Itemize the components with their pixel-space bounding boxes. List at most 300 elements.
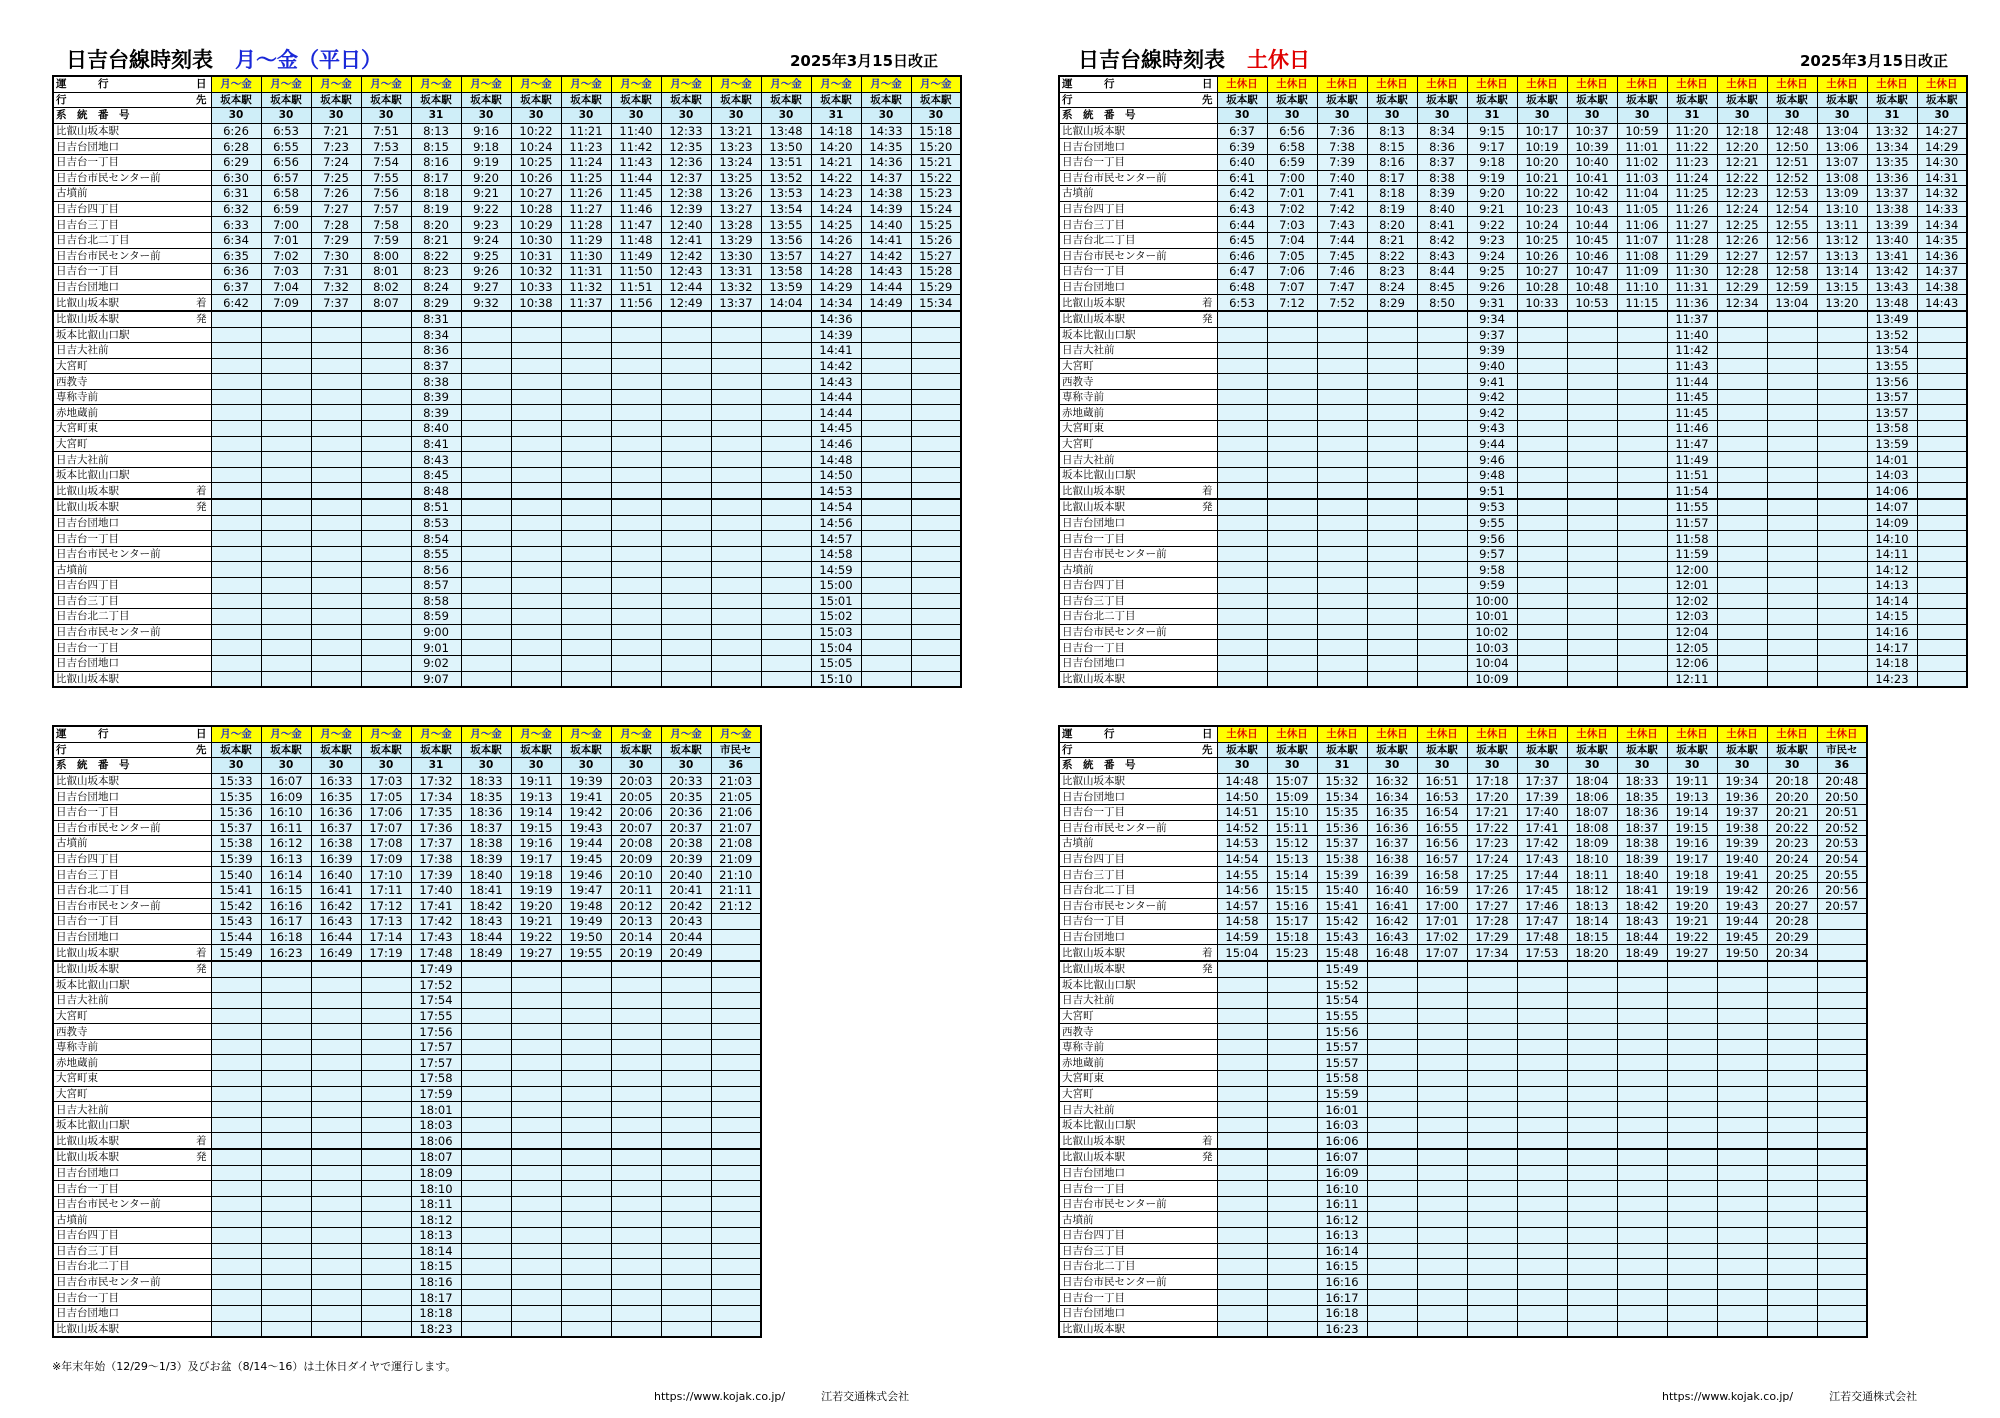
departure-time: 16:06 bbox=[1317, 1133, 1367, 1149]
departure-time: 14:12 bbox=[1867, 562, 1917, 578]
stop-name-text: 赤地蔵前 bbox=[1062, 1056, 1104, 1069]
departure-time: 8:17 bbox=[411, 170, 461, 186]
departure-time bbox=[561, 609, 611, 625]
departure-time bbox=[1317, 655, 1367, 671]
departure-time: 10:17 bbox=[1517, 123, 1567, 139]
departure-time bbox=[611, 452, 661, 468]
departure-time bbox=[1217, 1133, 1267, 1149]
departure-time bbox=[1517, 389, 1567, 405]
departure-time bbox=[211, 655, 261, 671]
departure-time bbox=[1367, 1181, 1417, 1197]
departure-time: 14:32 bbox=[1917, 186, 1967, 202]
departure-time: 10:04 bbox=[1467, 655, 1517, 671]
departure-time: 14:43 bbox=[811, 374, 861, 390]
departure-time: 9:41 bbox=[1467, 374, 1517, 390]
stop-name bbox=[53, 640, 211, 656]
departure-time: 19:16 bbox=[1667, 836, 1717, 852]
departure-time: 17:45 bbox=[1517, 882, 1567, 898]
departure-time: 19:27 bbox=[1667, 945, 1717, 961]
departure-time: 10:25 bbox=[1517, 232, 1567, 248]
departure-time bbox=[361, 1165, 411, 1181]
departure-time bbox=[611, 405, 661, 421]
departure-time bbox=[1717, 1008, 1767, 1024]
departure-time bbox=[611, 640, 661, 656]
departure-time: 13:43 bbox=[1867, 279, 1917, 295]
departure-time bbox=[261, 452, 311, 468]
departure-time bbox=[1267, 1039, 1317, 1055]
departure-time: 15:37 bbox=[1317, 836, 1367, 852]
departure-time bbox=[1317, 374, 1367, 390]
departure-time: 14:40 bbox=[861, 217, 911, 233]
stop-name-text: 日吉大社前 bbox=[56, 1103, 109, 1116]
departure-time bbox=[611, 1228, 661, 1244]
service-day: 月～金 bbox=[811, 76, 861, 92]
departure-time: 19:45 bbox=[561, 851, 611, 867]
departure-time bbox=[1467, 1024, 1517, 1040]
departure-time bbox=[211, 1071, 261, 1087]
departure-time bbox=[1217, 624, 1267, 640]
destination: 市民セ bbox=[711, 742, 761, 758]
departure-time bbox=[211, 405, 261, 421]
service-day: 土休日 bbox=[1917, 76, 1967, 92]
route-number: 30 bbox=[511, 758, 561, 774]
stop-name-text: 比叡山坂本駅 bbox=[56, 125, 119, 138]
stop-name-text: 日吉大社前 bbox=[56, 344, 109, 357]
departure-time bbox=[1317, 483, 1367, 499]
departure-time bbox=[1267, 1024, 1317, 1040]
departure-time bbox=[1917, 593, 1967, 609]
stop-name-text: 日吉台三丁目 bbox=[56, 594, 119, 607]
departure-time: 14:09 bbox=[1867, 515, 1917, 531]
departure-time: 18:18 bbox=[411, 1305, 461, 1321]
departure-time bbox=[1617, 499, 1667, 515]
stop-name bbox=[1059, 1212, 1217, 1228]
departure-time bbox=[1367, 405, 1417, 421]
departure-time bbox=[1517, 1321, 1567, 1337]
departure-time bbox=[1917, 483, 1967, 499]
departure-time: 14:41 bbox=[861, 232, 911, 248]
departure-time bbox=[261, 1228, 311, 1244]
departure-time: 11:54 bbox=[1667, 483, 1717, 499]
stop-name-text: 日吉台四丁目 bbox=[56, 853, 119, 866]
departure-time bbox=[211, 1102, 261, 1118]
departure-time bbox=[461, 562, 511, 578]
departure-time bbox=[1567, 993, 1617, 1009]
departure-time: 9:48 bbox=[1467, 467, 1517, 483]
departure-time bbox=[261, 655, 311, 671]
departure-time: 13:52 bbox=[1867, 327, 1917, 343]
departure-time: 16:12 bbox=[1317, 1212, 1367, 1228]
departure-time: 12:06 bbox=[1667, 655, 1717, 671]
stop-name-text: 日吉台三丁目 bbox=[1062, 1244, 1125, 1257]
departure-time: 9:22 bbox=[1467, 217, 1517, 233]
departure-time bbox=[1667, 1149, 1717, 1165]
route-number: 30 bbox=[611, 758, 661, 774]
stop-name bbox=[1059, 898, 1217, 914]
stop-name bbox=[1059, 671, 1217, 687]
departure-time: 10:47 bbox=[1567, 264, 1617, 280]
stop-row bbox=[53, 467, 961, 483]
departure-time: 8:22 bbox=[1367, 248, 1417, 264]
departure-time bbox=[1567, 1181, 1617, 1197]
route-number: 30 bbox=[311, 108, 361, 124]
departure-time: 9:22 bbox=[461, 201, 511, 217]
departure-time bbox=[1817, 467, 1867, 483]
departure-time bbox=[661, 1055, 711, 1071]
departure-time: 18:03 bbox=[411, 1117, 461, 1133]
departure-time: 17:18 bbox=[1467, 773, 1517, 789]
departure-time: 11:24 bbox=[1667, 170, 1717, 186]
departure-time: 16:12 bbox=[261, 836, 311, 852]
departure-time: 9:17 bbox=[1467, 139, 1517, 155]
departure-time bbox=[561, 562, 611, 578]
departure-time: 11:57 bbox=[1667, 515, 1717, 531]
departure-time: 13:41 bbox=[1867, 248, 1917, 264]
departure-time: 10:24 bbox=[1517, 217, 1567, 233]
header-row-destination bbox=[1059, 92, 1967, 108]
destination: 坂本駅 bbox=[261, 92, 311, 108]
destination: 坂本駅 bbox=[311, 92, 361, 108]
stop-name-text: 日吉台市民センター前 bbox=[56, 548, 161, 561]
departure-time bbox=[1617, 1165, 1667, 1181]
stop-name bbox=[1059, 139, 1217, 155]
departure-time bbox=[611, 467, 661, 483]
departure-time bbox=[1817, 578, 1867, 594]
stop-row bbox=[53, 624, 961, 640]
departure-time bbox=[1567, 1071, 1617, 1087]
departure-time: 16:58 bbox=[1417, 867, 1467, 883]
route-number: 30 bbox=[511, 108, 561, 124]
stop-row bbox=[1059, 531, 1967, 547]
departure-time bbox=[1567, 1321, 1617, 1337]
departure-time: 13:10 bbox=[1817, 201, 1867, 217]
stop-name bbox=[1059, 421, 1217, 437]
stop-name-text: 比叡山坂本駅 bbox=[56, 1151, 119, 1164]
departure-time bbox=[361, 609, 411, 625]
departure-time bbox=[761, 374, 811, 390]
departure-time: 15:54 bbox=[1317, 993, 1367, 1009]
service-day: 月～金 bbox=[711, 76, 761, 92]
departure-time bbox=[1217, 1086, 1267, 1102]
stop-name-text: 比叡山坂本駅 bbox=[1062, 775, 1125, 788]
stop-row bbox=[1059, 499, 1967, 515]
departure-time bbox=[1467, 1071, 1517, 1087]
departure-time bbox=[1817, 343, 1867, 359]
departure-time bbox=[1717, 421, 1767, 437]
stop-name bbox=[53, 1071, 211, 1087]
departure-time bbox=[1367, 993, 1417, 1009]
departure-time: 16:42 bbox=[311, 898, 361, 914]
departure-time bbox=[1467, 993, 1517, 1009]
stop-name-text: 坂本比叡山口駅 bbox=[56, 328, 130, 341]
departure-time bbox=[611, 499, 661, 515]
departure-time bbox=[461, 1243, 511, 1259]
departure-time bbox=[1367, 1259, 1417, 1275]
departure-time: 14:59 bbox=[811, 562, 861, 578]
weekend-footer bbox=[1662, 1388, 1953, 1404]
departure-time bbox=[1717, 1212, 1767, 1228]
departure-time: 15:41 bbox=[1317, 898, 1367, 914]
departure-time: 11:45 bbox=[1667, 405, 1717, 421]
departure-time bbox=[1917, 655, 1967, 671]
departure-time: 16:55 bbox=[1417, 820, 1467, 836]
departure-time bbox=[1567, 578, 1617, 594]
departure-time bbox=[461, 311, 511, 327]
departure-time bbox=[261, 1212, 311, 1228]
departure-time: 18:35 bbox=[1617, 789, 1667, 805]
departure-time bbox=[1217, 452, 1267, 468]
departure-time: 6:35 bbox=[211, 248, 261, 264]
departure-time bbox=[1317, 531, 1367, 547]
departure-time: 10:30 bbox=[511, 232, 561, 248]
departure-time: 16:36 bbox=[1367, 820, 1417, 836]
departure-time: 6:39 bbox=[1217, 139, 1267, 155]
departure-time: 11:09 bbox=[1617, 264, 1667, 280]
departure-time bbox=[1717, 1305, 1767, 1321]
departure-time bbox=[711, 624, 761, 640]
departure-time: 14:36 bbox=[811, 311, 861, 327]
departure-time bbox=[561, 1321, 611, 1337]
stop-row bbox=[1059, 804, 1867, 820]
label-yuki: 行 bbox=[1062, 743, 1073, 756]
departure-time bbox=[1217, 1071, 1267, 1087]
service-day: 月～金 bbox=[661, 726, 711, 742]
departure-time bbox=[911, 343, 961, 359]
departure-time bbox=[1367, 1133, 1417, 1149]
stop-name-text: 日吉台市民センター前 bbox=[56, 626, 161, 639]
departure-time bbox=[661, 640, 711, 656]
departure-time bbox=[261, 593, 311, 609]
departure-time: 19:22 bbox=[1667, 929, 1717, 945]
departure-time bbox=[1717, 1290, 1767, 1306]
stop-name bbox=[1059, 593, 1217, 609]
stop-name-text: 古墳前 bbox=[1062, 837, 1094, 850]
departure-time: 14:38 bbox=[861, 186, 911, 202]
departure-time: 15:40 bbox=[1317, 882, 1367, 898]
departure-time bbox=[561, 358, 611, 374]
label-route-number: 系 統 番 号 bbox=[1059, 108, 1217, 124]
departure-time bbox=[461, 1133, 511, 1149]
stop-row bbox=[1059, 1071, 1867, 1087]
arr-dep-mark: 着 bbox=[196, 296, 207, 309]
departure-time: 10:28 bbox=[1517, 279, 1567, 295]
arr-dep-mark: 着 bbox=[1202, 946, 1213, 959]
stop-name-text: 日吉台一丁目 bbox=[1062, 1182, 1125, 1195]
departure-time bbox=[1467, 1259, 1517, 1275]
stop-row bbox=[1059, 374, 1967, 390]
departure-time bbox=[911, 405, 961, 421]
departure-time: 14:07 bbox=[1867, 499, 1917, 515]
departure-time bbox=[861, 531, 911, 547]
stop-row bbox=[1059, 1274, 1867, 1290]
route-number: 30 bbox=[1317, 108, 1367, 124]
stop-name bbox=[53, 1149, 211, 1165]
stop-name bbox=[53, 154, 211, 170]
departure-time: 8:39 bbox=[411, 405, 461, 421]
stop-name-text: 比叡山坂本駅 bbox=[1062, 296, 1125, 309]
departure-time bbox=[1917, 452, 1967, 468]
departure-time bbox=[661, 1290, 711, 1306]
departure-time: 15:39 bbox=[1317, 867, 1367, 883]
arr-dep-mark: 発 bbox=[196, 1151, 207, 1164]
departure-time: 6:34 bbox=[211, 232, 261, 248]
departure-time: 20:09 bbox=[611, 851, 661, 867]
departure-time bbox=[1767, 531, 1817, 547]
departure-time: 17:48 bbox=[1517, 929, 1567, 945]
departure-time: 15:11 bbox=[1267, 820, 1317, 836]
stop-name bbox=[53, 882, 211, 898]
departure-time: 12:59 bbox=[1767, 279, 1817, 295]
departure-time bbox=[561, 546, 611, 562]
departure-time bbox=[561, 483, 611, 499]
departure-time bbox=[461, 467, 511, 483]
stop-name-text: 比叡山坂本駅 bbox=[56, 672, 119, 685]
departure-time: 9:27 bbox=[461, 279, 511, 295]
departure-time bbox=[1367, 1086, 1417, 1102]
departure-time: 19:41 bbox=[561, 789, 611, 805]
departure-time bbox=[861, 327, 911, 343]
departure-time: 14:35 bbox=[1917, 232, 1967, 248]
departure-time bbox=[661, 358, 711, 374]
departure-time bbox=[211, 1055, 261, 1071]
departure-time bbox=[1317, 343, 1367, 359]
header-row-route bbox=[53, 758, 761, 774]
departure-time: 10:59 bbox=[1617, 123, 1667, 139]
departure-time: 15:03 bbox=[811, 624, 861, 640]
departure-time bbox=[1667, 1305, 1717, 1321]
departure-time: 18:15 bbox=[411, 1259, 461, 1275]
stop-name-text: 日吉台市民センター前 bbox=[56, 171, 161, 184]
departure-time: 20:44 bbox=[661, 929, 711, 945]
stop-name bbox=[1059, 295, 1217, 311]
route-number: 30 bbox=[911, 108, 961, 124]
departure-time bbox=[461, 1008, 511, 1024]
stop-name-text: 比叡山坂本駅 bbox=[1062, 1134, 1125, 1147]
departure-time bbox=[1367, 1165, 1417, 1181]
departure-time bbox=[611, 993, 661, 1009]
departure-time: 6:30 bbox=[211, 170, 261, 186]
departure-time bbox=[1217, 1165, 1267, 1181]
departure-time bbox=[711, 1274, 761, 1290]
departure-time: 11:10 bbox=[1617, 279, 1667, 295]
stop-name-text: 日吉台三丁目 bbox=[56, 1244, 119, 1257]
weekend-url[interactable]: https://www.kojak.co.jp/ bbox=[1662, 1390, 1794, 1403]
departure-time: 18:36 bbox=[1617, 804, 1667, 820]
departure-time: 16:40 bbox=[1367, 882, 1417, 898]
service-day: 月～金 bbox=[611, 76, 661, 92]
departure-time: 11:58 bbox=[1667, 531, 1717, 547]
departure-time bbox=[1367, 452, 1417, 468]
stop-name-text: 比叡山坂本駅 bbox=[1062, 501, 1125, 514]
destination: 坂本駅 bbox=[1467, 92, 1517, 108]
departure-time bbox=[311, 405, 361, 421]
destination: 坂本駅 bbox=[1667, 742, 1717, 758]
departure-time bbox=[511, 640, 561, 656]
departure-time bbox=[1217, 578, 1267, 594]
departure-time bbox=[1267, 389, 1317, 405]
departure-time: 10:20 bbox=[1517, 154, 1567, 170]
departure-time bbox=[361, 546, 411, 562]
departure-time bbox=[1717, 655, 1767, 671]
stop-name bbox=[1059, 1102, 1217, 1118]
stop-name-text: 日吉台四丁目 bbox=[56, 203, 119, 216]
destination: 坂本駅 bbox=[1467, 742, 1517, 758]
departure-time bbox=[1317, 515, 1367, 531]
stop-name-text: 専称寺前 bbox=[1062, 1041, 1104, 1054]
departure-time bbox=[1717, 993, 1767, 1009]
departure-time bbox=[1617, 562, 1667, 578]
departure-time: 16:49 bbox=[311, 945, 361, 961]
label-route-number: 系 統 番 号 bbox=[1059, 758, 1217, 774]
destination: 坂本駅 bbox=[361, 92, 411, 108]
departure-time bbox=[761, 389, 811, 405]
departure-time: 18:17 bbox=[411, 1290, 461, 1306]
departure-time bbox=[561, 977, 611, 993]
departure-time: 18:07 bbox=[411, 1149, 461, 1165]
departure-time bbox=[911, 515, 961, 531]
departure-time bbox=[461, 1071, 511, 1087]
departure-time bbox=[1567, 1008, 1617, 1024]
departure-time bbox=[1367, 1212, 1417, 1228]
departure-time bbox=[911, 374, 961, 390]
departure-time bbox=[1617, 1321, 1667, 1337]
departure-time bbox=[311, 1290, 361, 1306]
departure-time bbox=[911, 671, 961, 687]
stop-row bbox=[53, 405, 961, 421]
departure-time: 7:04 bbox=[261, 279, 311, 295]
weekday-url[interactable]: https://www.kojak.co.jp/ bbox=[654, 1390, 786, 1403]
departure-time bbox=[861, 655, 911, 671]
departure-time bbox=[1817, 311, 1867, 327]
departure-time: 9:18 bbox=[461, 139, 511, 155]
departure-time: 17:40 bbox=[411, 882, 461, 898]
stop-name bbox=[53, 452, 211, 468]
service-day: 月～金 bbox=[461, 76, 511, 92]
departure-time: 12:34 bbox=[1717, 295, 1767, 311]
departure-time bbox=[1267, 1259, 1317, 1275]
departure-time: 12:54 bbox=[1767, 201, 1817, 217]
stop-name-text: 坂本比叡山口駅 bbox=[1062, 469, 1136, 482]
departure-time: 13:38 bbox=[1867, 201, 1917, 217]
departure-time: 8:43 bbox=[1417, 248, 1467, 264]
departure-time: 17:02 bbox=[1417, 929, 1467, 945]
departure-time bbox=[1767, 374, 1817, 390]
departure-time: 16:40 bbox=[311, 867, 361, 883]
departure-time bbox=[1367, 593, 1417, 609]
departure-time bbox=[1367, 327, 1417, 343]
departure-time: 15:21 bbox=[911, 154, 961, 170]
departure-time bbox=[1367, 531, 1417, 547]
departure-time bbox=[911, 421, 961, 437]
departure-time bbox=[1567, 483, 1617, 499]
stop-name-text: 大宮町東 bbox=[1062, 422, 1104, 435]
departure-time bbox=[661, 1259, 711, 1275]
departure-time: 15:57 bbox=[1317, 1055, 1367, 1071]
departure-time bbox=[311, 578, 361, 594]
stop-name bbox=[1059, 232, 1217, 248]
departure-time bbox=[511, 436, 561, 452]
stop-name-text: 専称寺前 bbox=[56, 391, 98, 404]
stop-name bbox=[1059, 343, 1217, 359]
stop-name bbox=[1059, 170, 1217, 186]
departure-time bbox=[1567, 546, 1617, 562]
departure-time: 16:11 bbox=[261, 820, 311, 836]
departure-time: 17:39 bbox=[411, 867, 461, 883]
departure-time bbox=[1417, 977, 1467, 993]
departure-time bbox=[1217, 374, 1267, 390]
departure-time bbox=[1367, 1290, 1417, 1306]
departure-time bbox=[461, 499, 511, 515]
